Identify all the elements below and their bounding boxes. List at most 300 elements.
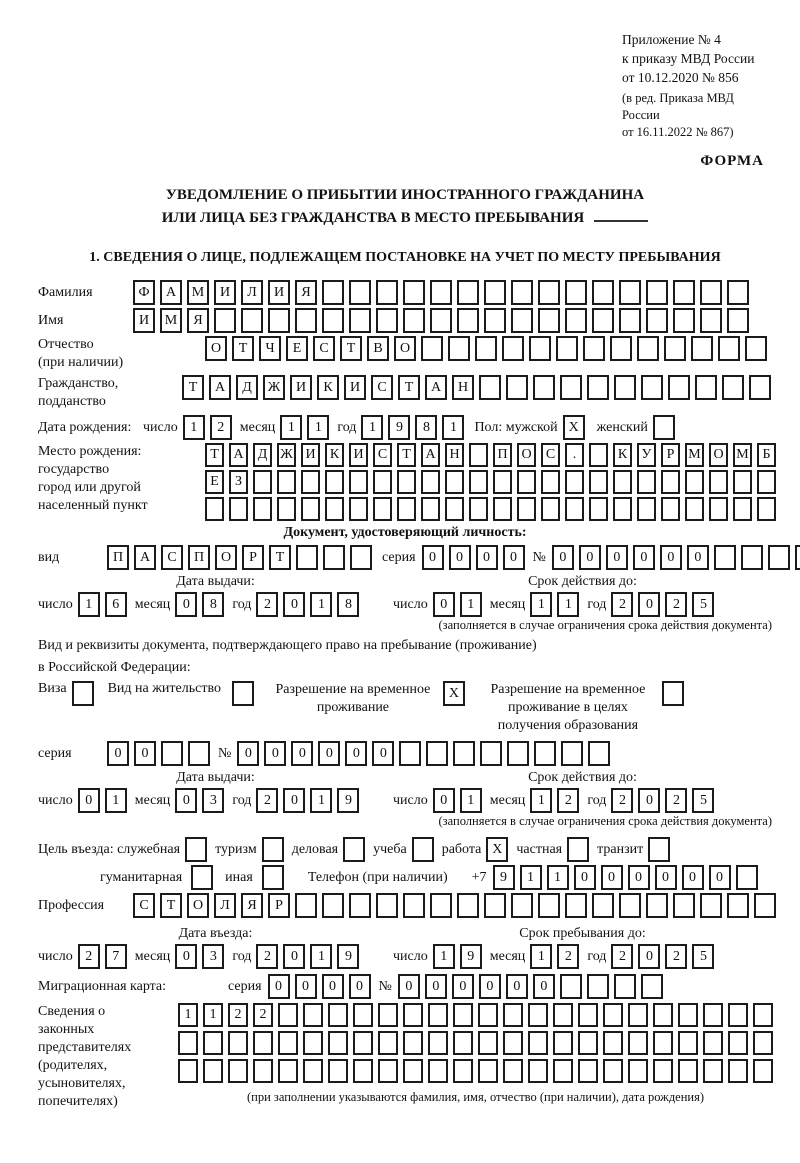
char-cell[interactable]: Р <box>242 545 264 570</box>
char-cell[interactable]: 0 <box>345 741 367 766</box>
char-cell[interactable] <box>565 470 584 494</box>
char-cell[interactable]: 9 <box>388 415 410 440</box>
char-cell[interactable]: 0 <box>398 974 420 999</box>
char-cell[interactable] <box>736 865 758 890</box>
char-cell[interactable] <box>191 865 213 890</box>
char-cell[interactable] <box>303 1003 323 1027</box>
char-cell[interactable] <box>322 893 344 918</box>
char-cell[interactable] <box>728 1031 748 1055</box>
char-cell[interactable] <box>475 336 497 361</box>
char-cell[interactable]: 7 <box>105 944 127 969</box>
char-cell[interactable] <box>278 1031 298 1055</box>
char-cell[interactable]: 2 <box>256 944 278 969</box>
char-cell[interactable] <box>403 1003 423 1027</box>
char-cell[interactable] <box>445 470 464 494</box>
char-cell[interactable]: 8 <box>415 415 437 440</box>
char-cell[interactable]: Е <box>286 336 308 361</box>
char-cell[interactable] <box>277 470 296 494</box>
char-cell[interactable]: К <box>317 375 339 400</box>
char-cell[interactable] <box>428 1003 448 1027</box>
char-cell[interactable]: О <box>215 545 237 570</box>
char-cell[interactable]: С <box>371 375 393 400</box>
char-cell[interactable] <box>349 308 371 333</box>
char-cell[interactable] <box>253 497 272 521</box>
char-cell[interactable]: 0 <box>638 592 660 617</box>
char-cell[interactable]: 0 <box>268 974 290 999</box>
char-cell[interactable]: 2 <box>611 592 633 617</box>
char-cell[interactable] <box>678 1059 698 1083</box>
char-cell[interactable] <box>349 280 371 305</box>
char-cell[interactable] <box>268 308 290 333</box>
char-cell[interactable] <box>373 497 392 521</box>
char-cell[interactable] <box>753 1003 773 1027</box>
char-cell[interactable] <box>484 308 506 333</box>
char-cell[interactable] <box>203 1031 223 1055</box>
char-cell[interactable]: С <box>133 893 155 918</box>
char-cell[interactable]: 0 <box>175 788 197 813</box>
char-cell[interactable] <box>757 497 776 521</box>
char-cell[interactable]: 1 <box>557 592 579 617</box>
char-cell[interactable]: 2 <box>210 415 232 440</box>
char-cell[interactable]: 0 <box>452 974 474 999</box>
char-cell[interactable]: П <box>188 545 210 570</box>
char-cell[interactable] <box>479 375 501 400</box>
char-cell[interactable] <box>506 375 528 400</box>
char-cell[interactable] <box>278 1003 298 1027</box>
char-cell[interactable] <box>603 1031 623 1055</box>
char-cell[interactable] <box>322 308 344 333</box>
char-cell[interactable] <box>695 375 717 400</box>
char-cell[interactable]: 1 <box>78 592 100 617</box>
char-cell[interactable]: 2 <box>665 944 687 969</box>
char-cell[interactable]: М <box>187 280 209 305</box>
char-cell[interactable] <box>253 1059 273 1083</box>
char-cell[interactable] <box>469 497 488 521</box>
char-cell[interactable]: Е <box>205 470 224 494</box>
char-cell[interactable] <box>480 741 502 766</box>
char-cell[interactable]: 2 <box>228 1003 248 1027</box>
char-cell[interactable]: Ж <box>277 443 296 467</box>
char-cell[interactable] <box>768 545 790 570</box>
char-cell[interactable] <box>295 308 317 333</box>
char-cell[interactable] <box>511 280 533 305</box>
char-cell[interactable] <box>376 893 398 918</box>
char-cell[interactable] <box>664 336 686 361</box>
char-cell[interactable] <box>228 1031 248 1055</box>
char-cell[interactable]: И <box>268 280 290 305</box>
char-cell[interactable] <box>553 1003 573 1027</box>
char-cell[interactable] <box>453 1031 473 1055</box>
char-cell[interactable] <box>528 1031 548 1055</box>
char-cell[interactable]: 0 <box>606 545 628 570</box>
char-cell[interactable]: В <box>367 336 389 361</box>
char-cell[interactable]: 8 <box>337 592 359 617</box>
char-cell[interactable] <box>637 470 656 494</box>
char-cell[interactable] <box>709 470 728 494</box>
char-cell[interactable] <box>277 497 296 521</box>
char-cell[interactable] <box>353 1031 373 1055</box>
char-cell[interactable] <box>253 470 272 494</box>
char-cell[interactable]: 0 <box>283 788 305 813</box>
char-cell[interactable] <box>528 1059 548 1083</box>
char-cell[interactable] <box>399 741 421 766</box>
char-cell[interactable] <box>628 1003 648 1027</box>
char-cell[interactable] <box>700 280 722 305</box>
char-cell[interactable] <box>614 375 636 400</box>
char-cell[interactable] <box>262 865 284 890</box>
char-cell[interactable]: А <box>134 545 156 570</box>
char-cell[interactable] <box>578 1031 598 1055</box>
char-cell[interactable]: Д <box>253 443 272 467</box>
char-cell[interactable] <box>428 1031 448 1055</box>
char-cell[interactable] <box>653 415 675 440</box>
char-cell[interactable] <box>421 336 443 361</box>
char-cell[interactable] <box>553 1031 573 1055</box>
char-cell[interactable] <box>325 470 344 494</box>
char-cell[interactable] <box>403 280 425 305</box>
char-cell[interactable]: 5 <box>692 592 714 617</box>
char-cell[interactable] <box>229 497 248 521</box>
char-cell[interactable] <box>376 308 398 333</box>
char-cell[interactable]: 1 <box>178 1003 198 1027</box>
char-cell[interactable] <box>328 1059 348 1083</box>
char-cell[interactable]: 0 <box>237 741 259 766</box>
char-cell[interactable]: . <box>565 443 584 467</box>
char-cell[interactable]: 1 <box>442 415 464 440</box>
char-cell[interactable] <box>228 1059 248 1083</box>
char-cell[interactable]: 0 <box>552 545 574 570</box>
char-cell[interactable] <box>703 1003 723 1027</box>
char-cell[interactable] <box>232 681 254 706</box>
char-cell[interactable]: 1 <box>307 415 329 440</box>
char-cell[interactable] <box>185 837 207 862</box>
char-cell[interactable] <box>753 1059 773 1083</box>
char-cell[interactable] <box>453 741 475 766</box>
char-cell[interactable]: 0 <box>709 865 731 890</box>
char-cell[interactable]: 2 <box>557 788 579 813</box>
char-cell[interactable]: 1 <box>280 415 302 440</box>
char-cell[interactable] <box>301 470 320 494</box>
char-cell[interactable]: 3 <box>202 944 224 969</box>
char-cell[interactable]: С <box>541 443 560 467</box>
char-cell[interactable]: Ф <box>133 280 155 305</box>
char-cell[interactable] <box>653 1031 673 1055</box>
char-cell[interactable]: 6 <box>105 592 127 617</box>
char-cell[interactable] <box>262 837 284 862</box>
char-cell[interactable]: 2 <box>611 788 633 813</box>
char-cell[interactable]: 0 <box>638 944 660 969</box>
char-cell[interactable] <box>421 497 440 521</box>
char-cell[interactable] <box>322 280 344 305</box>
char-cell[interactable] <box>457 893 479 918</box>
char-cell[interactable] <box>403 1059 423 1083</box>
char-cell[interactable]: 1 <box>460 788 482 813</box>
char-cell[interactable] <box>673 308 695 333</box>
char-cell[interactable]: Т <box>205 443 224 467</box>
char-cell[interactable]: Л <box>241 280 263 305</box>
char-cell[interactable]: О <box>394 336 416 361</box>
char-cell[interactable]: 0 <box>107 741 129 766</box>
char-cell[interactable] <box>587 375 609 400</box>
char-cell[interactable] <box>503 1059 523 1083</box>
char-cell[interactable]: 2 <box>665 788 687 813</box>
char-cell[interactable]: Я <box>187 308 209 333</box>
char-cell[interactable] <box>565 497 584 521</box>
char-cell[interactable] <box>592 893 614 918</box>
char-cell[interactable] <box>637 336 659 361</box>
char-cell[interactable] <box>728 1059 748 1083</box>
char-cell[interactable] <box>349 497 368 521</box>
char-cell[interactable] <box>653 1059 673 1083</box>
char-cell[interactable]: С <box>161 545 183 570</box>
char-cell[interactable]: 0 <box>264 741 286 766</box>
char-cell[interactable] <box>303 1059 323 1083</box>
char-cell[interactable] <box>560 375 582 400</box>
char-cell[interactable] <box>430 280 452 305</box>
char-cell[interactable] <box>613 497 632 521</box>
char-cell[interactable]: Р <box>268 893 290 918</box>
char-cell[interactable]: Т <box>182 375 204 400</box>
char-cell[interactable] <box>457 280 479 305</box>
char-cell[interactable]: 0 <box>533 974 555 999</box>
char-cell[interactable] <box>517 470 536 494</box>
char-cell[interactable]: 0 <box>655 865 677 890</box>
char-cell[interactable]: 5 <box>692 944 714 969</box>
char-cell[interactable]: 1 <box>547 865 569 890</box>
char-cell[interactable]: Р <box>661 443 680 467</box>
char-cell[interactable] <box>668 375 690 400</box>
char-cell[interactable] <box>353 1059 373 1083</box>
char-cell[interactable] <box>301 497 320 521</box>
char-cell[interactable]: О <box>187 893 209 918</box>
char-cell[interactable] <box>296 545 318 570</box>
char-cell[interactable] <box>349 470 368 494</box>
char-cell[interactable]: З <box>229 470 248 494</box>
char-cell[interactable] <box>529 336 551 361</box>
char-cell[interactable] <box>484 893 506 918</box>
char-cell[interactable] <box>727 308 749 333</box>
char-cell[interactable] <box>538 893 560 918</box>
char-cell[interactable] <box>578 1059 598 1083</box>
char-cell[interactable]: К <box>325 443 344 467</box>
char-cell[interactable] <box>478 1031 498 1055</box>
char-cell[interactable]: П <box>107 545 129 570</box>
char-cell[interactable]: А <box>425 375 447 400</box>
char-cell[interactable] <box>541 497 560 521</box>
char-cell[interactable] <box>565 893 587 918</box>
char-cell[interactable] <box>430 308 452 333</box>
char-cell[interactable]: 0 <box>283 592 305 617</box>
char-cell[interactable]: Б <box>757 443 776 467</box>
char-cell[interactable] <box>403 1031 423 1055</box>
char-cell[interactable]: 1 <box>310 788 332 813</box>
char-cell[interactable] <box>565 280 587 305</box>
char-cell[interactable]: А <box>160 280 182 305</box>
char-cell[interactable]: 0 <box>295 974 317 999</box>
char-cell[interactable]: О <box>709 443 728 467</box>
char-cell[interactable] <box>403 893 425 918</box>
char-cell[interactable] <box>700 308 722 333</box>
char-cell[interactable] <box>448 336 470 361</box>
char-cell[interactable]: X <box>563 415 585 440</box>
char-cell[interactable] <box>528 1003 548 1027</box>
char-cell[interactable] <box>733 497 752 521</box>
char-cell[interactable] <box>733 470 752 494</box>
char-cell[interactable]: 0 <box>433 592 455 617</box>
char-cell[interactable] <box>538 280 560 305</box>
char-cell[interactable]: 1 <box>310 592 332 617</box>
char-cell[interactable] <box>673 280 695 305</box>
char-cell[interactable]: М <box>685 443 704 467</box>
char-cell[interactable] <box>534 741 556 766</box>
char-cell[interactable]: 9 <box>337 944 359 969</box>
char-cell[interactable]: 1 <box>433 944 455 969</box>
char-cell[interactable] <box>517 497 536 521</box>
char-cell[interactable] <box>641 974 663 999</box>
char-cell[interactable] <box>350 545 372 570</box>
char-cell[interactable]: 0 <box>322 974 344 999</box>
char-cell[interactable]: 0 <box>78 788 100 813</box>
char-cell[interactable] <box>205 497 224 521</box>
char-cell[interactable] <box>541 470 560 494</box>
char-cell[interactable]: 2 <box>256 788 278 813</box>
char-cell[interactable]: Т <box>269 545 291 570</box>
char-cell[interactable]: 0 <box>291 741 313 766</box>
char-cell[interactable] <box>426 741 448 766</box>
char-cell[interactable]: 2 <box>665 592 687 617</box>
char-cell[interactable] <box>412 837 434 862</box>
char-cell[interactable]: 0 <box>349 974 371 999</box>
char-cell[interactable] <box>565 308 587 333</box>
char-cell[interactable]: Ж <box>263 375 285 400</box>
char-cell[interactable]: И <box>214 280 236 305</box>
char-cell[interactable]: Д <box>236 375 258 400</box>
char-cell[interactable]: И <box>301 443 320 467</box>
char-cell[interactable] <box>478 1003 498 1027</box>
char-cell[interactable] <box>703 1059 723 1083</box>
char-cell[interactable]: 0 <box>687 545 709 570</box>
char-cell[interactable]: 0 <box>449 545 471 570</box>
char-cell[interactable] <box>325 497 344 521</box>
char-cell[interactable] <box>445 497 464 521</box>
char-cell[interactable] <box>603 1059 623 1083</box>
char-cell[interactable] <box>741 545 763 570</box>
char-cell[interactable] <box>646 280 668 305</box>
char-cell[interactable]: 0 <box>476 545 498 570</box>
char-cell[interactable]: И <box>349 443 368 467</box>
char-cell[interactable]: X <box>486 837 508 862</box>
char-cell[interactable] <box>754 893 776 918</box>
char-cell[interactable]: Н <box>445 443 464 467</box>
char-cell[interactable]: 1 <box>361 415 383 440</box>
char-cell[interactable] <box>428 1059 448 1083</box>
char-cell[interactable] <box>628 1059 648 1083</box>
char-cell[interactable]: Т <box>232 336 254 361</box>
char-cell[interactable] <box>795 545 800 570</box>
char-cell[interactable]: 1 <box>105 788 127 813</box>
char-cell[interactable] <box>349 893 371 918</box>
char-cell[interactable] <box>709 497 728 521</box>
char-cell[interactable] <box>469 443 488 467</box>
char-cell[interactable] <box>561 741 583 766</box>
char-cell[interactable] <box>507 741 529 766</box>
char-cell[interactable] <box>673 893 695 918</box>
char-cell[interactable] <box>538 308 560 333</box>
char-cell[interactable] <box>703 1031 723 1055</box>
char-cell[interactable]: 2 <box>78 944 100 969</box>
char-cell[interactable]: 8 <box>202 592 224 617</box>
char-cell[interactable] <box>303 1031 323 1055</box>
char-cell[interactable] <box>757 470 776 494</box>
char-cell[interactable] <box>592 280 614 305</box>
char-cell[interactable] <box>469 470 488 494</box>
char-cell[interactable] <box>295 893 317 918</box>
char-cell[interactable]: 1 <box>460 592 482 617</box>
char-cell[interactable] <box>727 280 749 305</box>
char-cell[interactable] <box>553 1059 573 1083</box>
char-cell[interactable]: О <box>205 336 227 361</box>
char-cell[interactable] <box>583 336 605 361</box>
char-cell[interactable]: 1 <box>310 944 332 969</box>
char-cell[interactable] <box>397 497 416 521</box>
char-cell[interactable] <box>503 1031 523 1055</box>
char-cell[interactable]: 0 <box>372 741 394 766</box>
char-cell[interactable] <box>378 1031 398 1055</box>
char-cell[interactable]: Ч <box>259 336 281 361</box>
char-cell[interactable]: 9 <box>460 944 482 969</box>
char-cell[interactable] <box>641 375 663 400</box>
char-cell[interactable]: 0 <box>175 944 197 969</box>
char-cell[interactable] <box>613 470 632 494</box>
char-cell[interactable] <box>727 893 749 918</box>
char-cell[interactable]: 2 <box>256 592 278 617</box>
char-cell[interactable] <box>328 1003 348 1027</box>
char-cell[interactable]: 2 <box>253 1003 273 1027</box>
char-cell[interactable] <box>421 470 440 494</box>
char-cell[interactable]: 3 <box>202 788 224 813</box>
char-cell[interactable] <box>533 375 555 400</box>
char-cell[interactable] <box>678 1003 698 1027</box>
char-cell[interactable]: 0 <box>638 788 660 813</box>
char-cell[interactable] <box>646 308 668 333</box>
char-cell[interactable]: Я <box>295 280 317 305</box>
char-cell[interactable] <box>253 1031 273 1055</box>
char-cell[interactable] <box>560 974 582 999</box>
char-cell[interactable]: Т <box>340 336 362 361</box>
char-cell[interactable]: Л <box>214 893 236 918</box>
char-cell[interactable]: 2 <box>611 944 633 969</box>
char-cell[interactable]: 2 <box>557 944 579 969</box>
char-cell[interactable] <box>214 308 236 333</box>
char-cell[interactable] <box>567 837 589 862</box>
char-cell[interactable] <box>502 336 524 361</box>
char-cell[interactable] <box>661 497 680 521</box>
char-cell[interactable] <box>556 336 578 361</box>
char-cell[interactable] <box>453 1059 473 1083</box>
char-cell[interactable] <box>661 470 680 494</box>
char-cell[interactable]: 0 <box>175 592 197 617</box>
char-cell[interactable] <box>453 1003 473 1027</box>
char-cell[interactable]: X <box>443 681 465 706</box>
char-cell[interactable] <box>653 1003 673 1027</box>
char-cell[interactable] <box>493 497 512 521</box>
char-cell[interactable] <box>619 308 641 333</box>
char-cell[interactable]: 0 <box>422 545 444 570</box>
char-cell[interactable]: Т <box>398 375 420 400</box>
char-cell[interactable] <box>378 1059 398 1083</box>
char-cell[interactable] <box>328 1031 348 1055</box>
char-cell[interactable]: О <box>517 443 536 467</box>
